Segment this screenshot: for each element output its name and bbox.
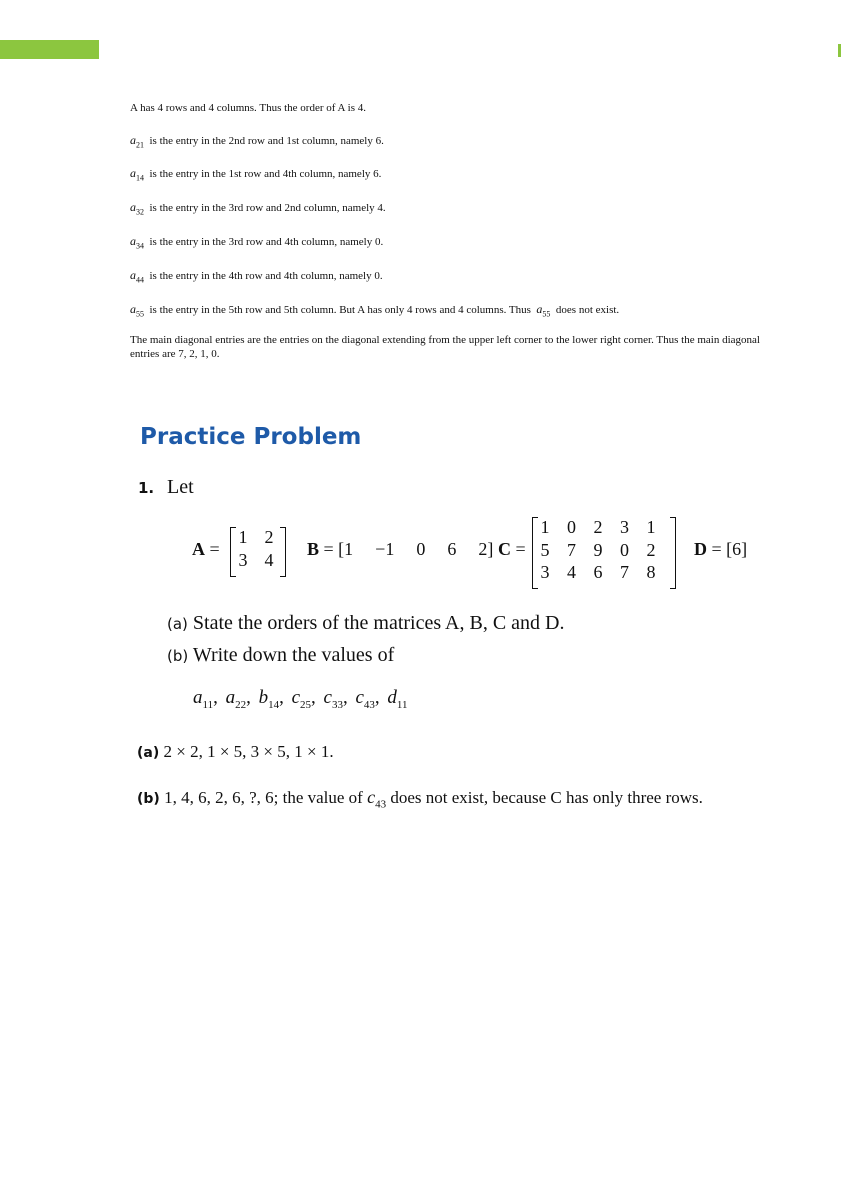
matrix-cell: 2 [264, 527, 274, 547]
values-list: $a_{11}$, $a_{22}$, $b_{14}$, $c_{25}$, $c_{33}$, $c_{43}$, $d_{11}$ [193, 687, 408, 711]
answer-b: (b) 1, 4, 6, 2, 6, ?, 6; the value of $c_{43}$ does not exist, because C has only three rows. [137, 787, 703, 811]
value-term: $c_{43}$ [355, 687, 375, 711]
value-term: $b_{14}$ [258, 687, 280, 711]
matrix-cell: 2 [593, 517, 603, 537]
matrix-cell: 1 [646, 517, 656, 537]
matrix-d: D = [6] [694, 539, 748, 559]
part-b-question: (b) Write down the values of [167, 644, 395, 666]
matrix-cell: 5 [540, 539, 550, 560]
matrix-cell: 1 [344, 539, 354, 559]
value-term: $d_{11}$ [387, 687, 408, 711]
matrix-cell: 7 [620, 562, 629, 582]
entry-text: is the entry in the 1st row and 4th column, namely 6. [149, 168, 382, 180]
matrix-cell: 7 [567, 539, 576, 560]
matrix-cell: 6 [593, 562, 603, 582]
matrix-cell: 3 [238, 550, 248, 570]
matrix-cell: 4 [264, 550, 274, 570]
entry-var: $a_{21}$ [130, 133, 144, 150]
entry-var: $a_{34}$ [130, 234, 144, 251]
value-term: $a_{22}$ [225, 687, 247, 711]
matrix-a-label: A = [192, 539, 220, 559]
section-heading: Practice Problem [140, 424, 362, 450]
entry-text: is the entry in the 2nd row and 1st column, namely 6. [149, 135, 384, 147]
answer-a: (a) 2 × 2, 1 × 5, 3 × 5, 1 × 1. [137, 742, 334, 761]
value-term: $c_{25}$ [291, 687, 312, 711]
matrix-cell: −1 [375, 539, 395, 559]
matrix-cell: 8 [646, 562, 656, 582]
matrix-cell: 3 [620, 517, 629, 537]
matrix-b-values [344, 539, 487, 560]
matrix-cell: 9 [593, 539, 603, 560]
entry-var: $a_{55}$ [130, 302, 144, 319]
matrix-cell: 0 [416, 539, 426, 559]
matrix-a-right-bracket [280, 527, 286, 577]
entry-text: is the entry in the 3rd row and 2nd column, namely 4. [149, 202, 386, 214]
matrix-cell: 1 [238, 527, 248, 547]
problem-number: 1. [138, 479, 155, 497]
entry-line [130, 268, 383, 287]
matrix-cell: 2 [478, 539, 488, 559]
matrix-c-label: C = [498, 539, 526, 559]
entry-var: $a_{32}$ [130, 200, 144, 217]
matrix-b-label: B [307, 539, 320, 559]
entry-line [130, 133, 384, 152]
matrix-cell: 0 [567, 517, 576, 537]
order-sentence: A has 4 rows and 4 columns. Thus the order of A is 4. [130, 102, 366, 114]
entry-line [130, 166, 381, 185]
entry-text: is the entry in the 3rd row and 4th column, namely 0. [149, 236, 384, 248]
matrix-c-right-bracket [670, 517, 676, 589]
matrix-b: B = [1 −1 0 6 2] [307, 539, 494, 559]
entry-line [130, 200, 386, 219]
problem-intro: Let [167, 476, 194, 498]
matrix-cell: 2 [646, 539, 656, 560]
entry-text: is the entry in the 4th row and 4th column, namely 0. [149, 270, 383, 282]
header-accent-bar [0, 40, 99, 59]
matrix-cell: 4 [567, 562, 576, 582]
matrix-cell: 0 [620, 539, 629, 560]
entry-var: $a_{14}$ [130, 166, 144, 183]
entry-line [130, 234, 383, 253]
value-term: $a_{11}$ [193, 687, 214, 711]
value-term: $c_{33}$ [323, 687, 343, 711]
matrix-cell: 6 [447, 539, 457, 559]
matrix-cell: 1 [540, 517, 550, 537]
answer-var: $c_{43}$ [367, 787, 387, 811]
matrix-cell: 3 [540, 562, 550, 582]
entry-var: $a_{44}$ [130, 268, 144, 285]
diagonal-note: The main diagonal entries are the entries on the diagonal extending from the upper left corner to the lower right corner. Thus the main diagonal entries are 7, 2, 1, 0. [130, 334, 760, 360]
entry-var: $a_{55}$ [536, 302, 551, 319]
part-a-question: (a) State the orders of the matrices A, B, C and D. [167, 612, 565, 634]
entry-a55: $a_{55}$ is the entry in the 5th row and 5th column. But A has only 4 rows and 4 columns. Thus $a_{55}$ does not exist. [130, 302, 620, 319]
